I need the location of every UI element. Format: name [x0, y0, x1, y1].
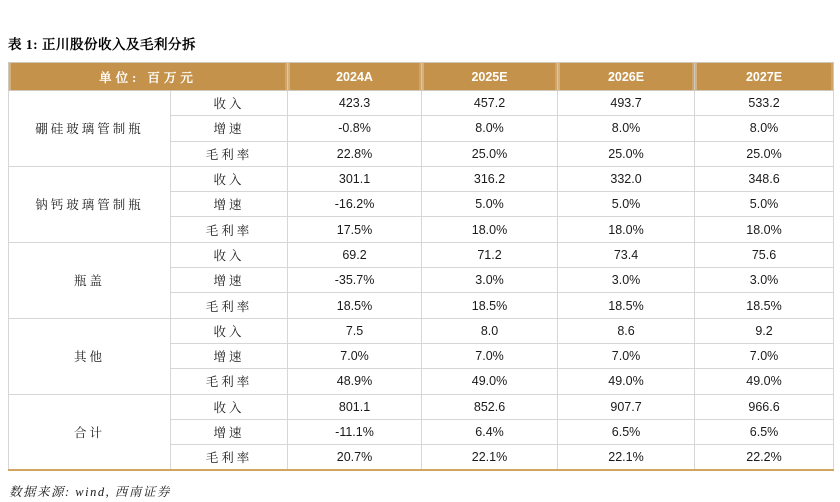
value-cell: 348.6 — [695, 166, 834, 191]
value-cell: 966.6 — [695, 394, 834, 419]
value-cell: 25.0% — [695, 141, 834, 166]
value-cell: 18.0% — [422, 217, 558, 242]
value-cell: 3.0% — [422, 268, 558, 293]
value-cell: 5.0% — [695, 192, 834, 217]
year-column-header: 2025E — [422, 63, 558, 91]
category-cell: 其他 — [9, 318, 171, 394]
value-cell: 22.2% — [695, 445, 834, 470]
table-row — [9, 242, 834, 267]
year-column-header: 2026E — [558, 63, 695, 91]
value-cell: 18.5% — [422, 293, 558, 318]
value-cell: 22.8% — [288, 141, 422, 166]
value-cell: 25.0% — [422, 141, 558, 166]
value-cell: 801.1 — [288, 394, 422, 419]
value-cell: 18.5% — [558, 293, 695, 318]
value-cell: 316.2 — [422, 166, 558, 191]
metric-cell: 增速 — [171, 116, 288, 141]
value-cell: 8.0% — [422, 116, 558, 141]
value-cell: 5.0% — [422, 192, 558, 217]
year-column-header: 2027E — [695, 63, 834, 91]
value-cell: 22.1% — [422, 445, 558, 470]
table-header — [9, 63, 834, 91]
value-cell: 533.2 — [695, 91, 834, 116]
value-cell: 49.0% — [558, 369, 695, 394]
value-cell: 17.5% — [288, 217, 422, 242]
header-row — [9, 63, 834, 91]
value-cell: -11.1% — [288, 419, 422, 444]
value-cell: 6.5% — [558, 419, 695, 444]
metric-cell: 收入 — [171, 394, 288, 419]
value-cell: 3.0% — [558, 268, 695, 293]
metric-cell: 收入 — [171, 166, 288, 191]
table-row — [9, 394, 834, 419]
table-title: 表 1: 正川股份收入及毛利分拆 — [8, 37, 196, 52]
value-cell: -16.2% — [288, 192, 422, 217]
metric-cell: 收入 — [171, 242, 288, 267]
value-cell: 18.0% — [558, 217, 695, 242]
value-cell: 49.0% — [422, 369, 558, 394]
value-cell: 7.0% — [558, 343, 695, 368]
value-cell: 423.3 — [288, 91, 422, 116]
value-cell: 8.0 — [422, 318, 558, 343]
value-cell: 69.2 — [288, 242, 422, 267]
value-cell: 6.5% — [695, 419, 834, 444]
value-cell: 7.5 — [288, 318, 422, 343]
value-cell: 6.4% — [422, 419, 558, 444]
value-cell: 25.0% — [558, 141, 695, 166]
value-cell: 9.2 — [695, 318, 834, 343]
metric-cell: 毛利率 — [171, 445, 288, 470]
metric-cell: 增速 — [171, 419, 288, 444]
value-cell: 18.5% — [695, 293, 834, 318]
category-cell: 硼硅玻璃管制瓶 — [9, 91, 171, 167]
metric-cell: 增速 — [171, 192, 288, 217]
metric-cell: 毛利率 — [171, 217, 288, 242]
category-cell: 钠钙玻璃管制瓶 — [9, 166, 171, 242]
value-cell: 73.4 — [558, 242, 695, 267]
value-cell: 22.1% — [558, 445, 695, 470]
table-row — [9, 166, 834, 191]
value-cell: -35.7% — [288, 268, 422, 293]
metric-cell: 增速 — [171, 343, 288, 368]
value-cell: 493.7 — [558, 91, 695, 116]
value-cell: -0.8% — [288, 116, 422, 141]
value-cell: 7.0% — [695, 343, 834, 368]
metric-cell: 毛利率 — [171, 141, 288, 166]
category-cell: 合计 — [9, 394, 171, 470]
unit-header-cell: 单位: 百万元 — [9, 63, 288, 91]
value-cell: 332.0 — [558, 166, 695, 191]
revenue-margin-table — [8, 62, 834, 471]
value-cell: 3.0% — [695, 268, 834, 293]
data-source-note: 数据来源: wind, 西南证券 — [9, 484, 171, 499]
metric-cell: 毛利率 — [171, 369, 288, 394]
value-cell: 18.5% — [288, 293, 422, 318]
table-body — [9, 91, 834, 470]
value-cell: 907.7 — [558, 394, 695, 419]
table-row — [9, 318, 834, 343]
value-cell: 457.2 — [422, 91, 558, 116]
value-cell: 20.7% — [288, 445, 422, 470]
value-cell: 8.6 — [558, 318, 695, 343]
metric-cell: 增速 — [171, 268, 288, 293]
value-cell: 75.6 — [695, 242, 834, 267]
category-cell: 瓶盖 — [9, 242, 171, 318]
metric-cell: 收入 — [171, 318, 288, 343]
value-cell: 49.0% — [695, 369, 834, 394]
metric-cell: 毛利率 — [171, 293, 288, 318]
year-column-header: 2024A — [288, 63, 422, 91]
table-row — [9, 91, 834, 116]
value-cell: 71.2 — [422, 242, 558, 267]
value-cell: 852.6 — [422, 394, 558, 419]
value-cell: 7.0% — [422, 343, 558, 368]
value-cell: 48.9% — [288, 369, 422, 394]
value-cell: 301.1 — [288, 166, 422, 191]
metric-cell: 收入 — [171, 91, 288, 116]
value-cell: 5.0% — [558, 192, 695, 217]
value-cell: 7.0% — [288, 343, 422, 368]
value-cell: 8.0% — [558, 116, 695, 141]
value-cell: 8.0% — [695, 116, 834, 141]
value-cell: 18.0% — [695, 217, 834, 242]
